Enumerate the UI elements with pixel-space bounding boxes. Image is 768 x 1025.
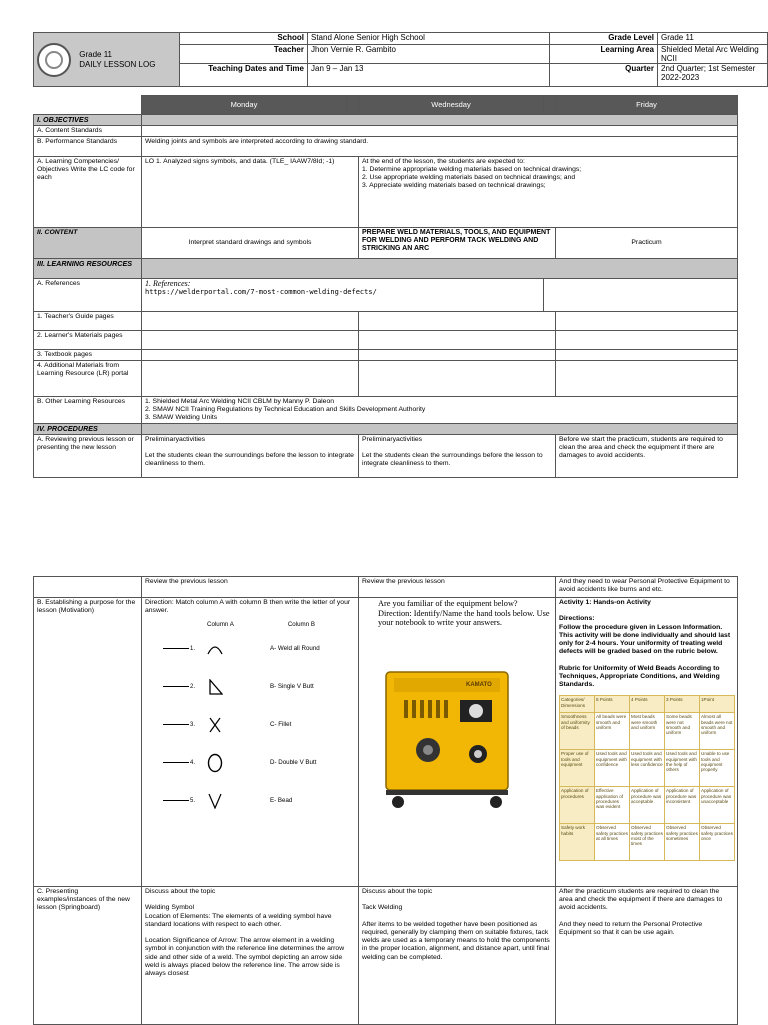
procedures-continued-table (33, 576, 738, 1025)
rubric-cell: Observed safety practices sometimes (665, 824, 700, 861)
teacher-label: Teacher (180, 45, 308, 64)
answer-blank[interactable] (163, 648, 189, 649)
competencies-item-2: 2. Use appropriate welding materials based on technical drawings; and (362, 174, 576, 181)
other-resource-3: 3. SMAW Welding Units (145, 414, 218, 421)
weld-all-round-symbol-icon (200, 643, 230, 655)
welding-machine-image (378, 662, 552, 815)
section-objectives: I. OBJECTIVES (34, 115, 142, 126)
item-number: 4. (190, 759, 196, 766)
rubric-row (560, 787, 735, 824)
rubric-header: 1Point (700, 696, 735, 713)
other-resource-2: 2. SMAW NCII Training Regulations by Technical Education and Skills Development Authority (145, 406, 426, 413)
answer-blank[interactable] (163, 762, 189, 763)
springboard-monday-p2: Location Significance of Arrow: The arrow element in a welding symbol in conjunction with the reference line determines the arrow side and other side of a weld. The symbol depicting an arrow side weld is always placed below the reference line. The arrow side is always closest (145, 937, 345, 978)
grade-level-label: Grade Level (550, 33, 658, 45)
rubric-row (560, 824, 735, 861)
springboard-friday-p2: And they need to return the Personal Protective Equipment so that it can be use again. (559, 920, 703, 937)
matching-item (145, 782, 355, 820)
motivation-friday (556, 598, 738, 887)
title-line2: DAILY LESSON LOG (79, 59, 156, 69)
rubric-row (560, 750, 735, 787)
day-header-row (34, 96, 738, 115)
section-learning-resources: III. LEARNING RESOURCES (34, 259, 142, 279)
learning-area-value: Shielded Metal Arc Welding NCII (658, 45, 768, 64)
additional-materials-label: 4. Additional Materials from Learning Resource (LR) portal (34, 361, 142, 397)
dates-value: Jan 9 – Jan 13 (308, 64, 550, 87)
lesson-log-table (33, 95, 738, 478)
performance-standards-value: Welding joints and symbols are interpreted according to drawing standard. (142, 137, 738, 157)
cont-wednesday: Review the previous lesson (359, 577, 556, 598)
school-label: School (180, 33, 308, 45)
matching-item (145, 630, 355, 668)
answer-blank[interactable] (163, 800, 189, 801)
day-monday: Monday (142, 96, 347, 115)
other-resources-label: B. Other Learning Resources (34, 397, 142, 424)
learning-area-label: Learning Area (550, 45, 658, 64)
rubric-table (559, 695, 735, 861)
rubric-cell: Effective application of procedures was evident (595, 787, 630, 824)
title-line1: Grade 11 (79, 49, 112, 59)
rubric-cell: Most beads were smooth and uniform (630, 713, 665, 750)
answer-option: D- Double V Butt (270, 758, 317, 766)
answer-blank[interactable] (163, 686, 189, 687)
matching-item (145, 706, 355, 744)
springboard-monday (142, 887, 359, 1025)
answer-option: B- Single V Butt (270, 682, 314, 690)
references-title: 1. References: (145, 279, 191, 288)
reviewing-friday: Before we start the practicum, students are required to clean the area and check the equipment if there are damages to avoid accidents. (556, 435, 738, 478)
quarter-value: 2nd Quarter; 1st Semester 2022-2023 (658, 64, 768, 87)
reviewing-monday-title: Preliminaryactivities (145, 436, 206, 443)
rubric-cell: Some beads were not smooth and uniform (665, 713, 700, 750)
motivation-monday (142, 598, 359, 887)
rubric-cell: Application of procedure was inconsistent (665, 787, 700, 824)
item-number: 2. (190, 683, 196, 690)
rubric-cell: All beads were smooth and uniform (595, 713, 630, 750)
competencies-intro: At the end of the lesson, the students are expected to: (362, 158, 525, 165)
springboard-friday (556, 887, 738, 1025)
springboard-wednesday-intro: Discuss about the topic (362, 888, 433, 895)
grade-level-value: Grade 11 (658, 33, 768, 45)
references-label: A. References (34, 279, 142, 312)
rubric-header: Categories/ Dimensions (560, 696, 595, 713)
competencies-item-1: 1. Determine appropriate welding materials based on technical drawings; (362, 166, 582, 173)
reviewing-monday-body: Let the students clean the surroundings before the lesson to integrate cleanliness to them. (145, 452, 354, 467)
weld-circle-symbol-icon (200, 753, 230, 773)
rubric-cell: Used tools and equipment with confidence (595, 750, 630, 787)
springboard-monday-p1: Location of Elements: The elements of a welding symbol have standard locations with respect to each other. (145, 912, 332, 928)
answer-option: A- Weld all Round (270, 644, 320, 652)
rubric-cell: Used tools and equipment with less confidence (630, 750, 665, 787)
item-number: 5. (190, 797, 196, 804)
competencies-item-3: 3. Appreciate welding materials based on technical drawings; (362, 182, 546, 189)
dates-label: Teaching Dates and Time (180, 64, 308, 87)
content-friday: Practicum (556, 228, 738, 259)
teachers-guide-label: 1. Teacher's Guide pages (34, 312, 142, 331)
reviewing-wednesday (359, 435, 556, 478)
double-v-butt-symbol-icon (200, 717, 230, 733)
machine-brand-label: KAMATO (466, 681, 492, 688)
reviewing-wednesday-body: Let the students clean the surroundings before the lesson to integrate cleanliness to them. (362, 452, 543, 467)
answer-option: E- Bead (270, 796, 293, 804)
competencies-wednesday (359, 157, 738, 228)
matching-column-headers (145, 621, 355, 629)
rubric-header: 5 Points (595, 696, 630, 713)
cont-monday: Review the previous lesson (142, 577, 359, 598)
activity-directions-body: Follow the procedure given in Lesson Information. This activity will be done individually and should last only for 2-4 hours. Your uniformity of treating weld defects will be graded based on the rubric below. (559, 623, 731, 656)
motivation-label: B. Establishing a purpose for the lesson (Motivation) (34, 598, 142, 887)
other-resource-1: 1. Shielded Metal Arc Welding NCII CBLM by Manny P. Daleon (145, 398, 335, 405)
header-title-cell (34, 33, 180, 87)
rubric-header: 3 Points (665, 696, 700, 713)
activity-directions-label: Directions: (559, 615, 595, 623)
references-monday (142, 279, 544, 312)
equipment-direction: Direction: Identify/Name the hand tools below. Use your notebook to write your answers. (378, 608, 550, 627)
reviewing-monday (142, 435, 359, 478)
item-number: 3. (190, 721, 196, 728)
deped-seal-logo (37, 43, 71, 77)
matching-symbol-list (145, 630, 355, 820)
performance-standards-label: B. Performance Standards (34, 137, 142, 157)
springboard-monday-topic: Welding Symbol (145, 904, 194, 912)
item-number: 1. (190, 645, 196, 652)
answer-option: C- Fillet (270, 720, 292, 728)
teacher-value: Jhon Vernie R. Gambito (308, 45, 550, 64)
content-wednesday: PREPARE WELD MATERIALS, TOOLS, AND EQUIPMENT FOR WELDING AND PERFORM TACK WELDING AND STRICKING AN ARC (359, 228, 556, 259)
springboard-wednesday-body: After items to be welded together have been positioned as required, generally by clamping them on suitable fixtures, tack welds are used as a temporary means to hold the components in the proper location, alignment, and distance apart, until final welding can be completed. (362, 920, 550, 961)
matching-item (145, 668, 355, 706)
competencies-monday: LO 1. Analyzed signs symbols, and data. (TLE_ IAAW7/8Id; -1) (142, 157, 359, 228)
rubric-cell: Almost all beads were not smooth and uniform (700, 713, 735, 750)
matching-direction: Direction: Match column A with column B then write the letter of your answer. (145, 599, 351, 615)
rubric-cell: Safety work habits (560, 824, 595, 861)
column-a-header: Column A (207, 621, 234, 629)
cont-friday: And they need to wear Personal Protective Equipment to avoid accidents like burns and etc. (556, 577, 738, 598)
learners-materials-label: 2. Learner's Materials pages (34, 331, 142, 350)
springboard-label: C. Presenting examples/instances of the new lesson (Springboard) (34, 887, 142, 1025)
rubric-header: 4 Points (630, 696, 665, 713)
rubric-cell: Unable to use tools and equipment properly (700, 750, 735, 787)
rubric-cell: Proper use of tools and equipment (560, 750, 595, 787)
reviewing-wednesday-title: Preliminaryactivities (362, 436, 423, 443)
competencies-label: A. Learning Competencies/ Objectives Write the LC code for each (34, 157, 142, 228)
fillet-symbol-icon (200, 679, 230, 695)
references-link[interactable]: https://welderportal.com/7-most-common-welding-defects/ (145, 288, 377, 296)
motivation-wednesday (359, 598, 556, 887)
rubric-cell: Observed safety practices once (700, 824, 735, 861)
dll-title (79, 50, 155, 70)
column-b-header: Column B (287, 621, 315, 629)
rubric-cell: Application of procedures (560, 787, 595, 824)
other-resources-value (142, 397, 738, 424)
header-table (33, 32, 768, 87)
day-friday: Friday (556, 96, 738, 115)
quarter-label: Quarter (550, 64, 658, 87)
equipment-question: Are you familiar of the equipment below? (378, 599, 518, 608)
springboard-monday-intro: Discuss about the topic (145, 888, 216, 895)
rubric-title: Rubric for Uniformity of Weld Beads According to Techniques, Appropriate Conditions, and Welding Standards. (559, 664, 720, 689)
rubric-cell: Smoothness and uniformity of beads (560, 713, 595, 750)
springboard-wednesday (359, 887, 556, 1025)
rubric-cell: Observed safety practices at all times (595, 824, 630, 861)
textbook-pages-label: 3. Textbook pages (34, 350, 142, 361)
answer-blank[interactable] (163, 724, 189, 725)
reviewing-label: A. Reviewing previous lesson or presenting the new lesson (34, 435, 142, 478)
rubric-cell: Used tools and equipment with the help of others (665, 750, 700, 787)
school-value: Stand Alone Senior High School (308, 33, 550, 45)
activity-title: Activity 1: Hands-on Activity (559, 599, 651, 606)
single-v-butt-symbol-icon (200, 793, 230, 809)
rubric-cell: Application of procedure was acceptable (630, 787, 665, 824)
content-standards-label: A. Content Standards (34, 126, 142, 137)
content-monday: Interpret standard drawings and symbols (142, 228, 359, 259)
section-procedures: IV. PROCEDURES (34, 424, 142, 435)
section-content: II. CONTENT (34, 228, 142, 259)
rubric-cell: Application of procedure was unacceptable (700, 787, 735, 824)
rubric-header-row (560, 696, 735, 713)
springboard-wednesday-topic: Tack Welding (362, 904, 403, 912)
rubric-cell: Observed safety practices most of the times (630, 824, 665, 861)
day-wednesday: Wednesday (359, 96, 544, 115)
rubric-row (560, 713, 735, 750)
springboard-friday-p1: After the practicum students are required to clean the area and check the equipment if there are damages to avoid accidents. (559, 888, 723, 912)
matching-item (145, 744, 355, 782)
